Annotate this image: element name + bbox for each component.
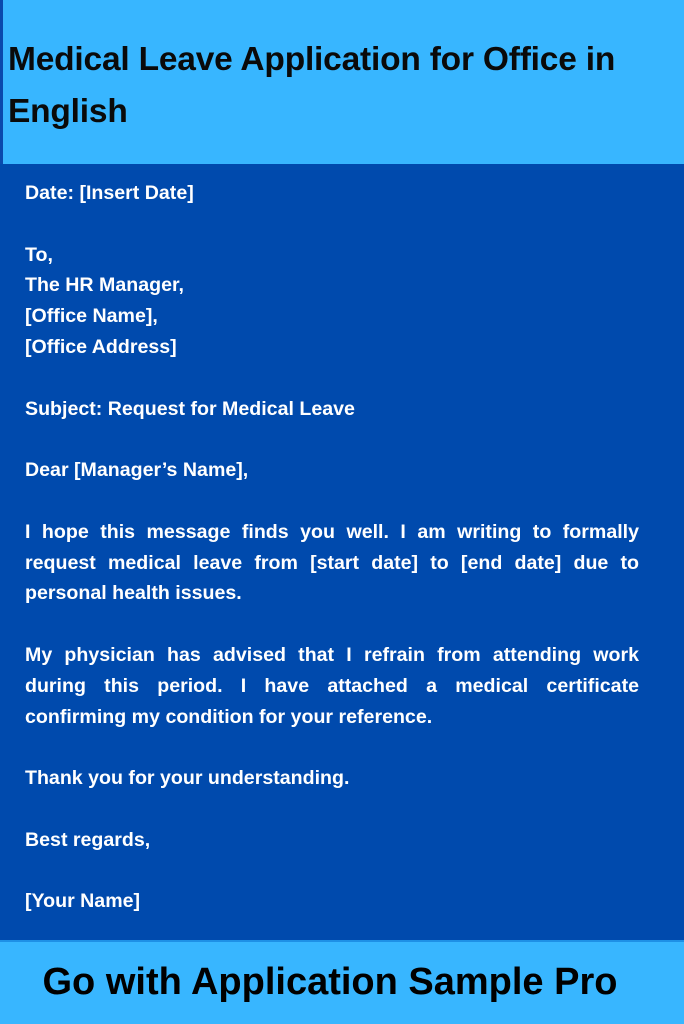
subject-line: Subject: Request for Medical Leave <box>25 397 355 420</box>
body-paragraph-2: My physician has advised that I refrain from attending work during this period. I have attached a medical certificate confirming my condition for your reference. <box>25 643 639 728</box>
letter-panel <box>0 164 684 940</box>
spacer <box>25 856 639 887</box>
spacer <box>25 363 639 394</box>
spacer <box>25 794 639 825</box>
recipient-line: The HR Manager, <box>25 274 184 297</box>
spacer <box>25 609 639 640</box>
body-paragraph-1: I hope this message finds you well. I am writing to formally request medical leave from [start date] to [end date] due to personal health issues. <box>25 520 639 605</box>
date-line: Date: [Insert Date] <box>25 182 194 204</box>
page-title: Medical Leave Application for Office in English <box>8 41 616 130</box>
letter-body <box>25 178 639 917</box>
spacer <box>25 486 639 517</box>
to-line: To, <box>25 243 53 266</box>
office-address-line: [Office Address] <box>25 335 177 358</box>
closing-line: Best regards, <box>25 828 151 851</box>
footer-brand: Go with Application Sample Pro <box>42 961 618 1003</box>
spacer <box>25 732 639 763</box>
spacer <box>25 424 639 455</box>
title-banner <box>0 0 684 164</box>
footer-banner <box>0 940 684 1024</box>
office-name-line: [Office Name], <box>25 305 158 328</box>
salutation-line: Dear [Manager’s Name], <box>25 459 249 482</box>
thanks-line: Thank you for your understanding. <box>25 767 350 790</box>
signature-line: [Your Name] <box>25 890 141 913</box>
spacer <box>25 209 639 240</box>
